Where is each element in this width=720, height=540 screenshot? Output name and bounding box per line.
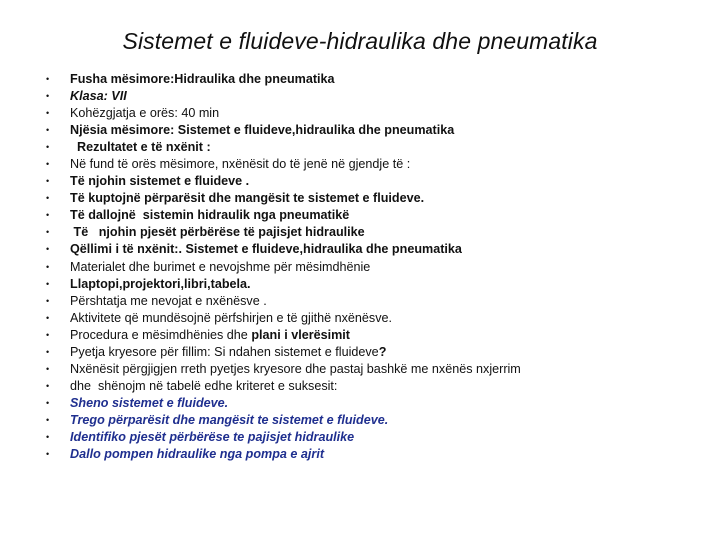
bullet-marker: • xyxy=(46,449,50,460)
list-item xyxy=(40,71,521,88)
bullet-marker: • xyxy=(46,108,50,119)
list-item xyxy=(40,344,521,361)
list-item-text: Të njohin sistemet e fluideve . xyxy=(70,174,250,189)
list-item-text: Klasa: VII xyxy=(70,89,127,104)
list-item-text: plani i vlerësimit xyxy=(251,327,351,342)
list-item-text: Dallo pompen hidraulike nga pompa e ajrit xyxy=(70,447,325,462)
bullet-marker: • xyxy=(46,380,50,391)
list-item xyxy=(40,156,521,173)
list-item xyxy=(40,293,521,310)
bullet-marker: • xyxy=(46,244,50,255)
list-item-text: Të dallojnë sistemin hidraulik nga pneumatikë xyxy=(70,208,350,223)
bullet-marker: • xyxy=(46,91,50,102)
list-item xyxy=(40,395,521,412)
list-item-text: Aktivitete që mundësojnë përfshirjen e të gjithë nxënësve. xyxy=(70,310,393,325)
list-item xyxy=(40,88,521,105)
bullet-marker: • xyxy=(46,227,50,238)
list-item xyxy=(40,207,521,224)
bullet-marker: • xyxy=(46,125,50,136)
list-item-text: Trego përparësit dhe mangësit te sistemet e fluideve. xyxy=(70,412,389,427)
bullet-marker: • xyxy=(46,193,50,204)
bullet-marker: • xyxy=(46,210,50,221)
list-item-text: dhe shënojm në tabelë edhe kriteret e suksesit: xyxy=(70,378,338,393)
list-item-text: Rezultatet e të nxënit : xyxy=(70,140,211,155)
list-item xyxy=(40,412,521,429)
list-item-text: Të njohin pjesët përbërëse të pajisjet hidraulike xyxy=(70,225,365,240)
list-item-text: Nxënësit përgjigjen rreth pyetjes kryesore dhe pastaj bashkë me nxënës nxjerrim xyxy=(70,361,521,376)
bullet-marker: • xyxy=(46,397,50,408)
list-item xyxy=(40,327,521,344)
bullet-marker: • xyxy=(46,261,50,272)
list-item-text: Qëllimi i të nxënit:. Sistemet e fluideve,hidraulika dhe pneumatika xyxy=(70,242,462,257)
slide-title: Sistemet e fluideve-hidraulika dhe pneumatika xyxy=(122,28,598,54)
list-item xyxy=(40,190,521,207)
list-item-text: Njësia mësimore: Sistemet e fluideve,hidraulika dhe pneumatika xyxy=(70,123,455,138)
list-item xyxy=(40,310,521,327)
list-item-text: ? xyxy=(378,344,387,359)
list-item xyxy=(40,378,521,395)
bullet-marker: • xyxy=(46,346,50,357)
list-item-text: Pyetja kryesore për fillim: Si ndahen sistemet e fluideve xyxy=(70,344,379,359)
bullet-marker: • xyxy=(46,431,50,442)
list-item xyxy=(40,241,521,258)
list-item xyxy=(40,139,521,156)
bullet-marker: • xyxy=(46,414,50,425)
bullet-list xyxy=(40,71,521,463)
bullet-marker: • xyxy=(46,159,50,170)
list-item-text: Identifiko pjesët përbërëse te pajisjet hidraulike xyxy=(70,429,355,444)
list-item xyxy=(40,105,521,122)
list-item xyxy=(40,122,521,139)
bullet-marker: • xyxy=(46,295,50,306)
list-item-text: Kohëzgjatja e orës: 40 min xyxy=(70,106,220,121)
list-item xyxy=(40,446,521,463)
list-item xyxy=(40,173,521,190)
bullet-marker: • xyxy=(46,142,50,153)
list-item xyxy=(40,276,521,293)
list-item xyxy=(40,259,521,276)
bullet-marker: • xyxy=(46,74,50,84)
list-item-text: Të kuptojnë përparësit dhe mangësit te sistemet e fluideve. xyxy=(70,191,425,206)
bullet-marker: • xyxy=(46,363,50,374)
list-item-text: Llaptopi,projektori,libri,tabela. xyxy=(70,276,251,291)
list-item xyxy=(40,224,521,241)
bullet-marker: • xyxy=(46,278,50,289)
list-item-text: Materialet dhe burimet e nevojshme për mësimdhënie xyxy=(70,259,371,274)
list-item xyxy=(40,361,521,378)
bullet-marker: • xyxy=(46,329,50,340)
list-item-text: Fusha mësimore:Hidraulika dhe pneumatika xyxy=(70,72,335,86)
list-item-text: Përshtatja me nevojat e nxënësve . xyxy=(70,293,267,308)
list-item xyxy=(40,429,521,446)
list-item-text: Sheno sistemet e fluideve. xyxy=(70,395,229,410)
bullet-marker: • xyxy=(46,312,50,323)
list-item-text: Procedura e mësimdhënies dhe xyxy=(70,327,252,342)
bullet-marker: • xyxy=(46,176,50,187)
list-item-text: Në fund të orës mësimore, nxënësit do të jenë në gjendje të : xyxy=(70,157,411,172)
